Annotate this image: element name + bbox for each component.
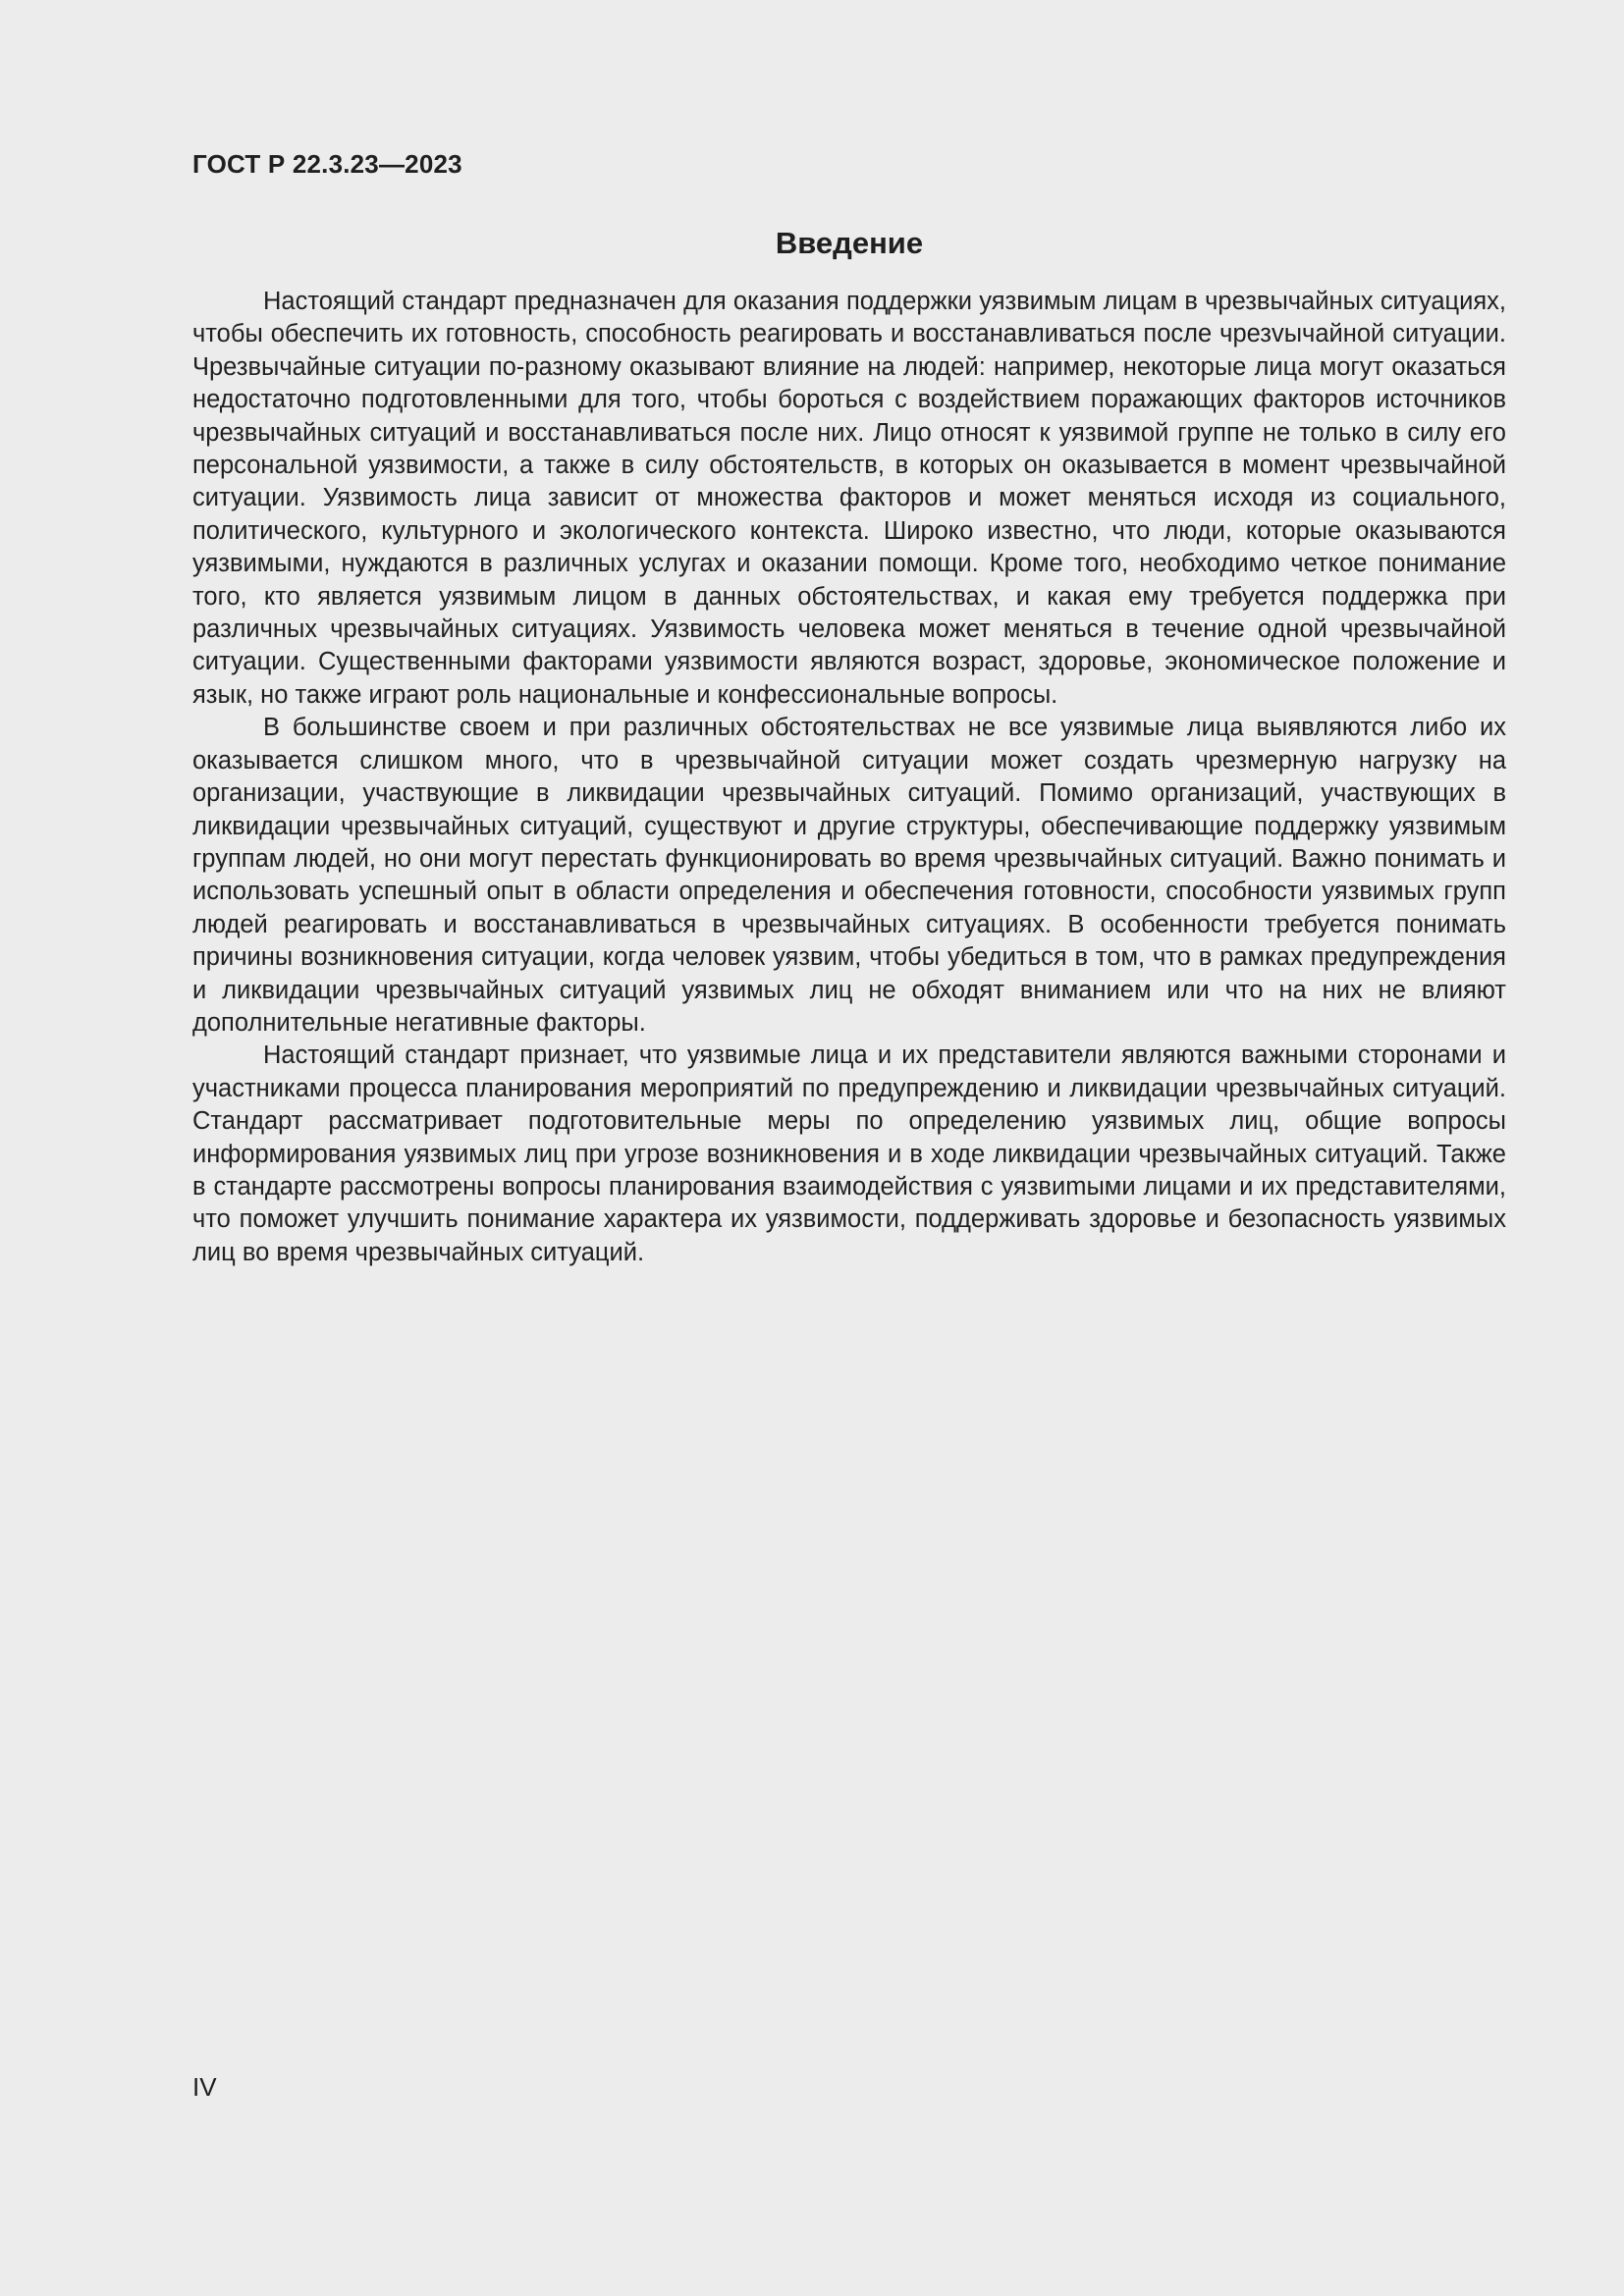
section-title: Введение [775, 226, 924, 260]
paragraph-1: Настоящий стандарт предназначен для оказания поддержки уязвимым лицам в чрезвычайных ситуациях, чтобы обеспечить их готовность, способность реагировать и восстанавливаться после чрезvычайной ситуации. Чрезвычайные ситуации по-разному оказывают влияние на людей: например, некоторые лица могут оказаться недостаточно подготовленными для того, чтобы бороться с воздействием поражающих факторов источников чрезвычайных ситуаций и восстанавливаться после них. Лицо относят к уязвимой группе не только в силу его персональной уязвимости, а также в силу обстоятельств, в которых он оказывается в момент чрезвычайной ситуации. Уязвимость лица зависит от множества факторов и может меняться исходя из социального, политического, культурного и экологического контекста. Широко известно, что люди, которые оказываются уязвимыми, нуждаются в различных услугах и оказании помощи. Кроме того, необходимо четкое понимание того, кто является уязвимым лицом в данных обстоятельствах, и какая ему требуется поддержка при различных чрезвычайных ситуациях. Уязвимость человека может меняться в течение одной чрезвычайной ситуации. Существенными факторами уязвимости являются возраст, здоровье, экономическое положение и язык, но также играют роль национальные и конфессиональные вопросы. [192, 288, 1506, 709]
body-text [192, 286, 1506, 1269]
paragraph-2: В большинстве своем и при различных обстоятельствах не все уязвимые лица выявляются либо их оказывается слишком много, что в чрезвычайной ситуации может создать чрезмерную нагрузку на организации, участвующие в ликвидации чрезвычайных ситуаций. Помимо организаций, участвующих в ликвидации чрезвычайных ситуаций, существуют и другие структуры, обеспечивающие поддержку уязвимым группам людей, но они могут перестать функционировать во время чрезвычайных ситуаций. Важно понимать и использовать успешный опыт в области определения и обеспечения готовности, способности уязвимых групп людей реагировать и восстанавливаться в чрезвычайных ситуациях. В особенности требуется понимать причины возникновения ситуации, когда человек уязвим, чтобы убедиться в том, что в рамках предупреждения и ликвидации чрезвычайных ситуаций уязвимых лиц не обходят вниманием или что на них не влияют дополнительные негативные факторы. [192, 714, 1506, 1037]
paragraph-3: Настоящий стандарт признает, что уязвимые лица и их представители являются важными сторонами и участниками процесса планирования мероприятий по предупреждению и ликвидации чрезвычайных ситуаций. Стандарт рассматривает подготовительные меры по определению уязвимых лиц, общие вопросы информирования уязвимых лиц при угрозе возникновения и в ходе ликвидации чрезвычайных ситуаций. Также в стандарте рассмотрены вопросы планирования взаимодействия с уязвиmыми лицами и их представителями, что поможет улучшить понимание характера их уязвимости, поддерживать здоровье и безопасность уязвимых лиц во время чрезвычайных ситуаций. [192, 1041, 1506, 1266]
standard-designation: ГОСТ Р 22.3.23—2023 [192, 149, 462, 179]
page-number: IV [192, 2072, 217, 2102]
